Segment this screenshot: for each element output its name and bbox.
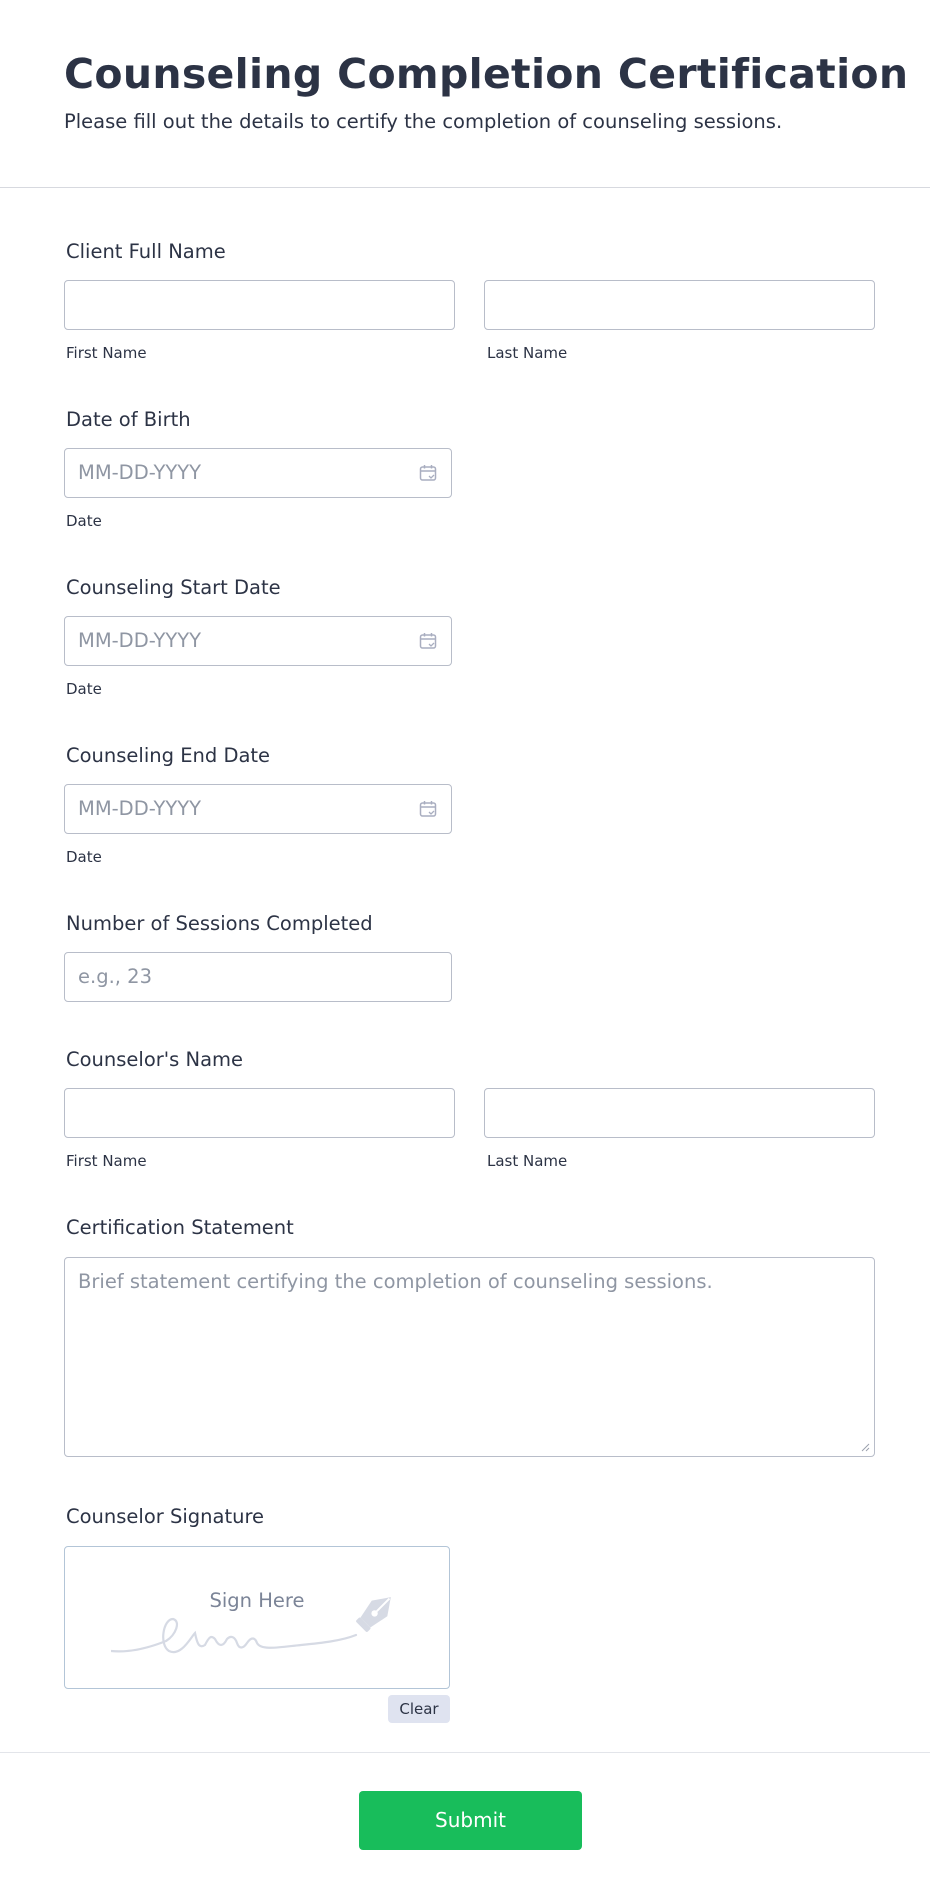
client-name-label: Client Full Name bbox=[66, 240, 226, 263]
client-first-name-input[interactable] bbox=[64, 280, 455, 330]
client-last-name-sublabel: Last Name bbox=[487, 344, 568, 362]
counselor-first-name-input[interactable] bbox=[64, 1088, 455, 1138]
statement-label: Certification Statement bbox=[66, 1216, 294, 1239]
sessions-label: Number of Sessions Completed bbox=[66, 912, 373, 935]
calendar-icon[interactable] bbox=[419, 464, 437, 482]
calendar-icon[interactable] bbox=[419, 632, 437, 650]
form-header bbox=[0, 0, 930, 188]
calendar-icon[interactable] bbox=[419, 800, 437, 818]
pen-nib-icon bbox=[351, 1587, 401, 1637]
dob-placeholder: MM-DD-YYYY bbox=[78, 461, 202, 484]
client-last-name-input[interactable] bbox=[484, 280, 875, 330]
page-subtitle: Please fill out the details to certify the completion of counseling sessions. bbox=[64, 110, 783, 133]
statement-textarea[interactable] bbox=[64, 1257, 875, 1457]
start-date-sublabel: Date bbox=[66, 680, 102, 698]
clear-signature-button[interactable]: Clear bbox=[388, 1695, 450, 1723]
start-date-input[interactable] bbox=[64, 616, 452, 666]
start-date-label: Counseling Start Date bbox=[66, 576, 281, 599]
signature-label: Counselor Signature bbox=[66, 1505, 265, 1528]
signature-pad[interactable] bbox=[64, 1546, 450, 1689]
sessions-placeholder: e.g., 23 bbox=[78, 965, 152, 988]
counselor-last-name-input[interactable] bbox=[484, 1088, 875, 1138]
counselor-last-name-sublabel: Last Name bbox=[487, 1152, 568, 1170]
dob-sublabel: Date bbox=[66, 512, 102, 530]
page-title: Counseling Completion Certification bbox=[64, 50, 909, 98]
resize-grip-icon[interactable] bbox=[860, 1442, 870, 1452]
end-date-sublabel: Date bbox=[66, 848, 102, 866]
sessions-input[interactable] bbox=[64, 952, 452, 1002]
submit-button[interactable]: Submit bbox=[359, 1791, 582, 1850]
start-date-placeholder: MM-DD-YYYY bbox=[78, 629, 202, 652]
signature-hint: Sign Here bbox=[209, 1589, 305, 1612]
statement-placeholder: Brief statement certifying the completion of counseling sessions. bbox=[78, 1270, 713, 1293]
counselor-first-name-sublabel: First Name bbox=[66, 1152, 147, 1170]
counselor-name-label: Counselor's Name bbox=[66, 1048, 244, 1071]
end-date-label: Counseling End Date bbox=[66, 744, 271, 767]
end-date-input[interactable] bbox=[64, 784, 452, 834]
dob-label: Date of Birth bbox=[66, 408, 191, 431]
end-date-placeholder: MM-DD-YYYY bbox=[78, 797, 202, 820]
client-first-name-sublabel: First Name bbox=[66, 344, 147, 362]
dob-input[interactable] bbox=[64, 448, 452, 498]
footer-divider bbox=[0, 1752, 930, 1753]
